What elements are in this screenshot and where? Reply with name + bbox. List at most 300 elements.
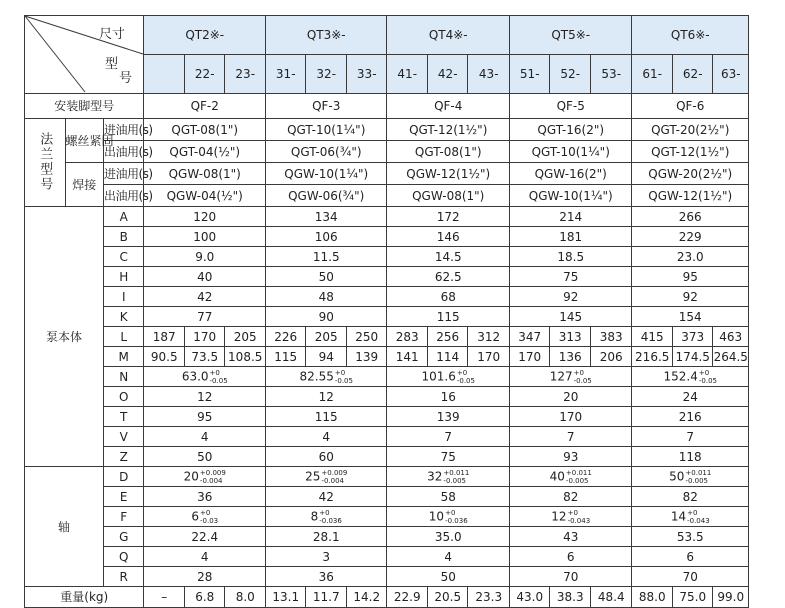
- weight-label: 重量(kg): [25, 587, 144, 608]
- dimension-value: 115: [265, 347, 306, 367]
- dimension-value: 187: [144, 327, 185, 347]
- dimension-value: [144, 247, 266, 267]
- dimension-value: [144, 527, 266, 547]
- table-row: [25, 327, 749, 347]
- mount-label: 安装脚型号: [25, 94, 144, 119]
- dimension-value: [509, 467, 632, 487]
- tolerance-lower: -0.005: [685, 476, 708, 485]
- weight-value: 11.7: [306, 587, 347, 608]
- dimension-value: [632, 407, 749, 427]
- dimension-value: [632, 567, 749, 587]
- dimension-value: 73.5: [184, 347, 225, 367]
- flange-model: QGW-16(2"): [509, 163, 632, 185]
- tolerance-upper: +0.011: [443, 468, 470, 477]
- dimension-number: 146: [436, 229, 460, 244]
- dimension-number: 4: [322, 429, 331, 444]
- model-group-header: QT2※-: [144, 16, 266, 55]
- model-group-header: QT5※-: [509, 16, 632, 55]
- inlet-label: 进油用(s): [103, 163, 144, 185]
- dimension-number: 50: [197, 449, 213, 464]
- model-sub-header: 31-: [265, 55, 306, 94]
- flange-model: QGT-20(2½"): [632, 119, 749, 141]
- tolerance-upper: +0.011: [565, 468, 592, 477]
- dimension-number: 4: [444, 549, 453, 564]
- dimension-value: [265, 287, 387, 307]
- model-sub-header: 22-: [184, 55, 225, 94]
- dimension-key: A: [103, 207, 144, 227]
- tolerance: [457, 369, 475, 385]
- model-sub-header: 23-: [225, 55, 266, 94]
- dimension-value: [265, 407, 387, 427]
- dimension-number: 7: [566, 429, 575, 444]
- dimension-number: 172: [436, 209, 460, 224]
- dimension-number: 53.5: [676, 529, 704, 544]
- dimension-value: 415: [632, 327, 673, 347]
- flange-model: QGT-04(½"): [144, 141, 266, 163]
- weight-value: 6.8: [184, 587, 225, 608]
- dimension-value: [387, 227, 510, 247]
- dimension-value: [632, 527, 749, 547]
- dimension-number: 120: [193, 209, 217, 224]
- dimension-value: [632, 507, 749, 527]
- tolerance-upper: +0: [209, 368, 220, 377]
- flange-model: QGT-06(¾"): [265, 141, 387, 163]
- dimension-value: [387, 367, 510, 387]
- dimension-value: [144, 487, 266, 507]
- tolerance-upper: +0: [456, 368, 468, 377]
- tolerance-upper: +0.009: [321, 468, 348, 477]
- dimension-number: 32: [427, 469, 443, 483]
- dimension-number: 90: [318, 309, 334, 324]
- dimension-value: [632, 427, 749, 447]
- mount-model: QF-4: [387, 94, 510, 119]
- tolerance: [200, 469, 226, 485]
- dimension-number: 9.0: [195, 249, 215, 264]
- tolerance-upper: +0: [698, 368, 710, 377]
- pump-body-label: 泵本体: [25, 207, 104, 467]
- flange-model: QGT-08(1"): [387, 141, 510, 163]
- tolerance-lower: -0.05: [334, 376, 353, 385]
- dimension-number: 92: [682, 289, 698, 304]
- dimension-number: 11.5: [312, 249, 340, 264]
- dimension-key: G: [103, 527, 144, 547]
- dimension-value: [265, 207, 387, 227]
- table-row: [25, 287, 749, 307]
- dimension-number: 63.0: [181, 369, 209, 383]
- table-row: [25, 367, 749, 387]
- dimension-number: 50: [669, 469, 685, 483]
- tolerance-upper: +0.009: [199, 468, 226, 477]
- dimension-value: [632, 447, 749, 467]
- dimension-value: [509, 307, 632, 327]
- flange-model: QGW-06(¾"): [265, 185, 387, 207]
- dimension-number: 16: [440, 389, 456, 404]
- dimension-value: [265, 427, 387, 447]
- dimension-value: [509, 407, 632, 427]
- dimension-number: 75: [563, 269, 579, 284]
- model-sub-header: 53-: [590, 55, 632, 94]
- dimension-value: 170: [468, 347, 510, 367]
- dimension-value: 205: [306, 327, 347, 347]
- dimension-value: [265, 387, 387, 407]
- dimension-value: [509, 507, 632, 527]
- flange-type-label: [25, 119, 66, 207]
- flange-model: QGT-16(2"): [509, 119, 632, 141]
- flange-model: QGT-12(1½"): [632, 141, 749, 163]
- dimension-number: 12: [197, 389, 213, 404]
- weight-value: 38.3: [550, 587, 591, 608]
- dimension-value: 373: [672, 327, 713, 347]
- table-row: [25, 347, 749, 367]
- dimension-number: 4: [200, 429, 209, 444]
- table-row: [25, 527, 749, 547]
- dimension-value: [265, 507, 387, 527]
- dimension-number: 25: [305, 469, 321, 483]
- dimension-value: [265, 367, 387, 387]
- model-sub-header: 63-: [713, 55, 749, 94]
- tolerance: [699, 369, 717, 385]
- tolerance-upper: +0: [573, 368, 584, 377]
- dimension-number: 106: [314, 229, 338, 244]
- dimension-number: 115: [314, 409, 338, 424]
- dimension-number: 42: [197, 289, 213, 304]
- outlet-label: 出油用(s): [103, 141, 144, 163]
- dimension-value: [144, 547, 266, 567]
- dimension-value: 250: [346, 327, 387, 347]
- dimension-number: 152.4: [663, 369, 698, 383]
- dimension-number: 58: [440, 489, 456, 504]
- dimension-value: [144, 287, 266, 307]
- model-sub-header: [144, 55, 185, 94]
- dimension-key: Z: [103, 447, 144, 467]
- dimension-number: 24: [682, 389, 698, 404]
- model-group-header: QT4※-: [387, 16, 510, 55]
- dimension-key: K: [103, 307, 144, 327]
- dimension-value: 141: [387, 347, 428, 367]
- dimension-number: 48: [318, 289, 334, 304]
- welded-label: 焊接: [65, 163, 103, 207]
- dimension-value: [265, 267, 387, 287]
- dimension-number: 35.0: [434, 529, 462, 544]
- model-sub-header: 33-: [346, 55, 387, 94]
- flange-model: QGT-12(1½"): [387, 119, 510, 141]
- mount-model: QF-6: [632, 94, 749, 119]
- tolerance: [335, 369, 353, 385]
- flange-model: QGW-10(1¼"): [509, 185, 632, 207]
- dimension-value: 170: [184, 327, 225, 347]
- flange-model: QGT-08(1"): [144, 119, 266, 141]
- corner-size-label: 尺寸: [99, 27, 126, 42]
- weight-value: 48.4: [590, 587, 632, 608]
- dimension-number: 50: [440, 569, 456, 584]
- dimension-value: [144, 427, 266, 447]
- dimension-value: [144, 227, 266, 247]
- dimension-number: 139: [436, 409, 460, 424]
- dimension-value: [509, 287, 632, 307]
- weight-value: 99.0: [713, 587, 749, 608]
- tolerance: [445, 509, 468, 525]
- table-row: [25, 467, 749, 487]
- dimension-value: [632, 307, 749, 327]
- dimension-key: B: [103, 227, 144, 247]
- tolerance: [443, 469, 469, 485]
- weight-value: 88.0: [632, 587, 673, 608]
- flange-model: QGT-10(1¼"): [265, 119, 387, 141]
- dimension-number: 36: [197, 489, 213, 504]
- dimension-number: 20: [563, 389, 579, 404]
- flange-model: QGT-10(1¼"): [509, 141, 632, 163]
- dimension-number: 62.5: [434, 269, 462, 284]
- spec-sheet: [24, 15, 749, 603]
- table-row: [25, 447, 749, 467]
- weight-value: 22.9: [387, 587, 428, 608]
- dimension-value: [632, 487, 749, 507]
- mount-model: QF-3: [265, 94, 387, 119]
- dimension-value: 205: [225, 327, 266, 347]
- dimension-number: 14.5: [434, 249, 462, 264]
- flange-model: QGW-04(½"): [144, 185, 266, 207]
- dimension-key: D: [103, 467, 144, 487]
- dimension-value: [387, 527, 510, 547]
- dimension-number: 20: [183, 469, 199, 483]
- dimension-value: 383: [590, 327, 632, 347]
- dimension-key: L: [103, 327, 144, 347]
- dimension-number: 4: [200, 549, 209, 564]
- dimension-value: 283: [387, 327, 428, 347]
- tolerance-lower: -0.05: [698, 376, 717, 385]
- dimension-number: 7: [686, 429, 695, 444]
- tolerance-lower: -0.05: [209, 376, 228, 385]
- dimension-value: [509, 267, 632, 287]
- dimension-value: 256: [427, 327, 468, 347]
- dimension-value: [265, 487, 387, 507]
- dimension-number: 36: [318, 569, 334, 584]
- dimension-table: [24, 15, 749, 608]
- corner-type-label-2: 号: [119, 71, 133, 86]
- dimension-number: 6: [566, 549, 575, 564]
- dimension-value: [632, 227, 749, 247]
- tolerance-lower: -0.05: [456, 376, 475, 385]
- dimension-key: Q: [103, 547, 144, 567]
- dimension-value: [265, 547, 387, 567]
- dimension-value: [387, 547, 510, 567]
- flange-model: QGW-08(1"): [387, 185, 510, 207]
- weight-value: 20.5: [427, 587, 468, 608]
- tolerance-lower: -0.005: [443, 476, 466, 485]
- dimension-value: 313: [550, 327, 591, 347]
- dimension-key: E: [103, 487, 144, 507]
- dimension-number: 118: [678, 449, 702, 464]
- dimension-number: 28.1: [312, 529, 340, 544]
- table-row: [25, 547, 749, 567]
- model-sub-header: 42-: [427, 55, 468, 94]
- table-row: [25, 427, 749, 447]
- dimension-value: 94: [306, 347, 347, 367]
- tolerance: [321, 469, 347, 485]
- dimension-number: 10: [428, 509, 445, 523]
- dimension-value: [509, 427, 632, 447]
- dimension-value: [144, 507, 266, 527]
- weight-value: 8.0: [225, 587, 266, 608]
- dimension-number: 68: [440, 289, 456, 304]
- table-row: [25, 247, 749, 267]
- model-sub-header: 52-: [550, 55, 591, 94]
- dimension-key: F: [103, 507, 144, 527]
- dimension-number: 75: [440, 449, 456, 464]
- dimension-number: 127: [549, 369, 573, 383]
- dimension-value: [144, 367, 266, 387]
- dimension-number: 92: [563, 289, 579, 304]
- dimension-key: V: [103, 427, 144, 447]
- dimension-number: 22.4: [191, 529, 219, 544]
- dimension-number: 145: [559, 309, 583, 324]
- weight-value: 14.2: [346, 587, 387, 608]
- dimension-value: [265, 527, 387, 547]
- dimension-number: 82: [563, 489, 579, 504]
- table-row: [25, 163, 749, 185]
- table-row: [25, 185, 749, 207]
- dimension-number: 8: [310, 509, 319, 523]
- dimension-value: [387, 487, 510, 507]
- dimension-key: O: [103, 387, 144, 407]
- tolerance-lower: -0.043: [567, 516, 591, 525]
- dimension-number: 93: [563, 449, 579, 464]
- weight-value: 13.1: [265, 587, 306, 608]
- dimension-key: R: [103, 567, 144, 587]
- tolerance-upper: +0: [334, 368, 346, 377]
- dimension-number: 95: [682, 269, 698, 284]
- dimension-value: [387, 447, 510, 467]
- dimension-value: 206: [590, 347, 632, 367]
- dimension-number: 7: [444, 429, 453, 444]
- dimension-value: 108.5: [225, 347, 266, 367]
- dimension-value: 90.5: [144, 347, 185, 367]
- dimension-value: 174.5: [672, 347, 713, 367]
- model-sub-header: 43-: [468, 55, 510, 94]
- tolerance: [200, 509, 218, 525]
- tolerance: [687, 509, 710, 525]
- tolerance-lower: -0.004: [321, 476, 344, 485]
- threaded-label: 螺丝紧固: [65, 119, 103, 163]
- table-row: [25, 141, 749, 163]
- dimension-value: [387, 207, 510, 227]
- dimension-value: [509, 227, 632, 247]
- dimension-value: [265, 567, 387, 587]
- tolerance-lower: -0.05: [573, 376, 592, 385]
- dimension-value: [144, 447, 266, 467]
- dimension-value: 226: [265, 327, 306, 347]
- weight-value: 75.0: [672, 587, 713, 608]
- tolerance-lower: -0.03: [199, 516, 219, 525]
- tolerance: [574, 369, 592, 385]
- dimension-value: [387, 427, 510, 447]
- table-row: [25, 387, 749, 407]
- tolerance-lower: -0.036: [445, 516, 468, 525]
- dimension-value: 216.5: [632, 347, 673, 367]
- mount-model: QF-5: [509, 94, 632, 119]
- dimension-number: 77: [197, 309, 213, 324]
- dimension-value: [144, 207, 266, 227]
- flange-model: QGW-20(2½"): [632, 163, 749, 185]
- dimension-value: [265, 247, 387, 267]
- tolerance-upper: +0: [199, 508, 211, 517]
- table-row: [25, 207, 749, 227]
- dimension-value: 347: [509, 327, 550, 347]
- dimension-number: 6: [686, 549, 695, 564]
- dimension-value: [632, 207, 749, 227]
- model-sub-header: 61-: [632, 55, 673, 94]
- dimension-value: [144, 267, 266, 287]
- dimension-value: [387, 387, 510, 407]
- dimension-value: [387, 307, 510, 327]
- model-group-header: QT6※-: [632, 16, 749, 55]
- corner-type-label-1: 型: [105, 57, 119, 72]
- dimension-number: 3: [322, 549, 331, 564]
- dimension-value: 312: [468, 327, 510, 347]
- dimension-value: [265, 307, 387, 327]
- dimension-number: 50: [318, 269, 334, 284]
- dimension-value: [387, 287, 510, 307]
- table-row: [25, 94, 749, 119]
- table-row: [25, 407, 749, 427]
- dimension-value: 136: [550, 347, 591, 367]
- dimension-value: [144, 467, 266, 487]
- tolerance-lower: -0.043: [687, 516, 710, 525]
- dimension-value: [509, 567, 632, 587]
- dimension-value: [509, 527, 632, 547]
- dimension-value: [387, 407, 510, 427]
- dimension-number: 43: [563, 529, 579, 544]
- dimension-value: [509, 447, 632, 467]
- table-row: [25, 567, 749, 587]
- dimension-value: 170: [509, 347, 550, 367]
- dimension-number: 6: [191, 509, 199, 523]
- dimension-value: [387, 567, 510, 587]
- dimension-value: [632, 547, 749, 567]
- dimension-value: [265, 227, 387, 247]
- dimension-value: [632, 267, 749, 287]
- dimension-value: [632, 467, 749, 487]
- tolerance-upper: +0.011: [685, 468, 712, 477]
- table-row: [25, 507, 749, 527]
- tolerance-upper: +0: [687, 508, 698, 517]
- dimension-number: 70: [563, 569, 579, 584]
- dimension-number: 23.0: [676, 249, 704, 264]
- dimension-number: 154: [678, 309, 702, 324]
- tolerance-upper: +0: [445, 508, 456, 517]
- dimension-number: 82.55: [299, 369, 334, 383]
- dimension-number: 115: [436, 309, 460, 324]
- model-sub-header: 51-: [509, 55, 550, 94]
- dimension-key: N: [103, 367, 144, 387]
- dimension-number: 101.6: [421, 369, 456, 383]
- dimension-number: 70: [682, 569, 698, 584]
- mount-model: QF-2: [144, 94, 266, 119]
- flange-model: QGW-12(1½"): [632, 185, 749, 207]
- dimension-value: [509, 207, 632, 227]
- dimension-number: 12: [551, 509, 567, 523]
- tolerance: [568, 509, 591, 525]
- weight-value: 23.3: [468, 587, 510, 608]
- model-sub-header: 41-: [387, 55, 428, 94]
- dimension-key: T: [103, 407, 144, 427]
- weight-value: 43.0: [509, 587, 550, 608]
- tolerance: [566, 469, 592, 485]
- dimension-value: [509, 547, 632, 567]
- dimension-number: 18.5: [557, 249, 585, 264]
- dimension-value: 114: [427, 347, 468, 367]
- tolerance: [685, 469, 711, 485]
